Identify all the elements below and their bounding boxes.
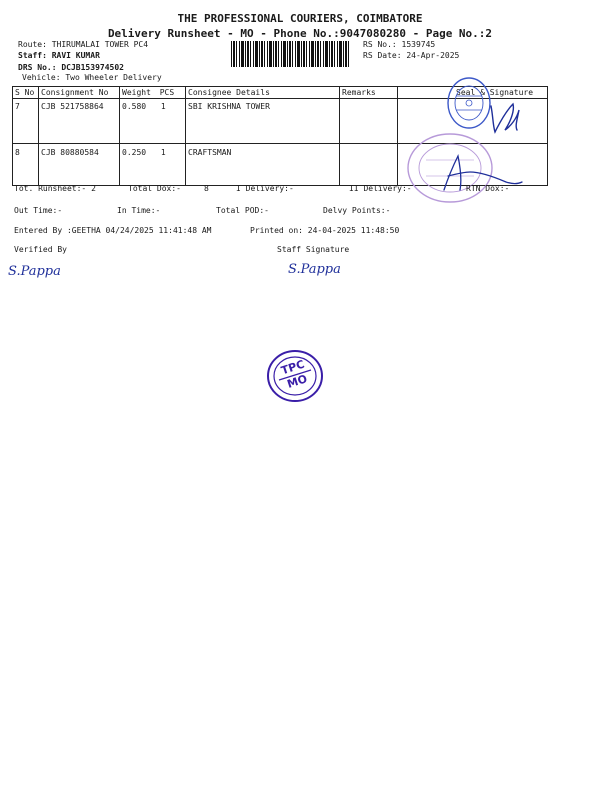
stamp-tpc-text: TPC [279, 357, 307, 378]
rtn-dox: RTN Dox:- [466, 184, 510, 193]
header-consignee: Consignee Details [186, 87, 340, 99]
verified-by-signature: S.Pappa [8, 264, 61, 279]
row-weight-pcs [120, 99, 186, 144]
rs-date: RS Date: 24-Apr-2025 [363, 51, 460, 60]
header-weight-pcs [120, 87, 186, 99]
barcode [231, 41, 349, 67]
entered-by: Entered By :GEETHA 04/24/2025 11:41:48 AM [14, 226, 212, 235]
out-time: Out Time:- [14, 206, 63, 215]
in-time: In Time:- [117, 206, 161, 215]
row-consignment: CJB 521758864 [39, 99, 120, 144]
header-pcs: PCS [159, 88, 175, 97]
row-pcs: 1 [160, 102, 166, 111]
total-pod: Total POD:- [216, 206, 269, 215]
drs-number: DRS No.: DCJB153974502 [18, 63, 124, 72]
runsheet-subtitle: Delivery Runsheet - MO - Phone No.:9047080280 - Page No.:2 [107, 27, 493, 40]
row-sno: 8 [13, 144, 39, 186]
total-dox-value: 8 [204, 184, 209, 193]
header-seal-label: Seal & Signature [456, 88, 534, 97]
header-sno: S No [13, 87, 39, 99]
printed-on: Printed on: 24-04-2025 11:48:50 [250, 226, 400, 235]
total-dox-label: Total Dox:- [128, 184, 181, 193]
row-consignee: SBI KRISHNA TOWER [186, 99, 340, 144]
verified-by-label: Verified By [14, 245, 67, 254]
staff-signature-label: Staff Signature [277, 245, 350, 254]
staff-text: Staff: RAVI KUMAR [18, 51, 100, 60]
row-weight: 0.250 [122, 148, 147, 157]
row-pcs: 1 [160, 148, 166, 157]
row-remarks [340, 99, 398, 144]
stamp-mo-text: MO [285, 372, 309, 391]
row-sno: 7 [13, 99, 39, 144]
ii-delivery: II Delivery:- [349, 184, 412, 193]
company-title: THE PROFESSIONAL COURIERS, COIMBATORE [177, 12, 423, 25]
tpc-mo-stamp [265, 348, 325, 404]
route-text: Route: THIRUMALAI TOWER PC4 [18, 40, 149, 49]
header-consignment: Consignment No [39, 87, 120, 99]
row-consignment: CJB 80880584 [39, 144, 120, 186]
tot-runsheet: Tot. Runsheet:- 2 [14, 184, 96, 193]
header-weight: Weight [122, 88, 151, 97]
header-remarks: Remarks [340, 87, 398, 99]
row-weight-pcs [120, 144, 186, 186]
row-consignee: CRAFTSMAN [186, 144, 340, 186]
row-remarks [340, 144, 398, 186]
delvy-points: Delvy Points:- [323, 206, 391, 215]
rs-number: RS No.: 1539745 [363, 40, 436, 49]
row-weight: 0.580 [122, 102, 147, 111]
i-delivery: I Delivery:- [236, 184, 294, 193]
vehicle-text: Vehicle: Two Wheeler Delivery [22, 73, 162, 82]
staff-signature: S.Pappa [288, 262, 341, 277]
